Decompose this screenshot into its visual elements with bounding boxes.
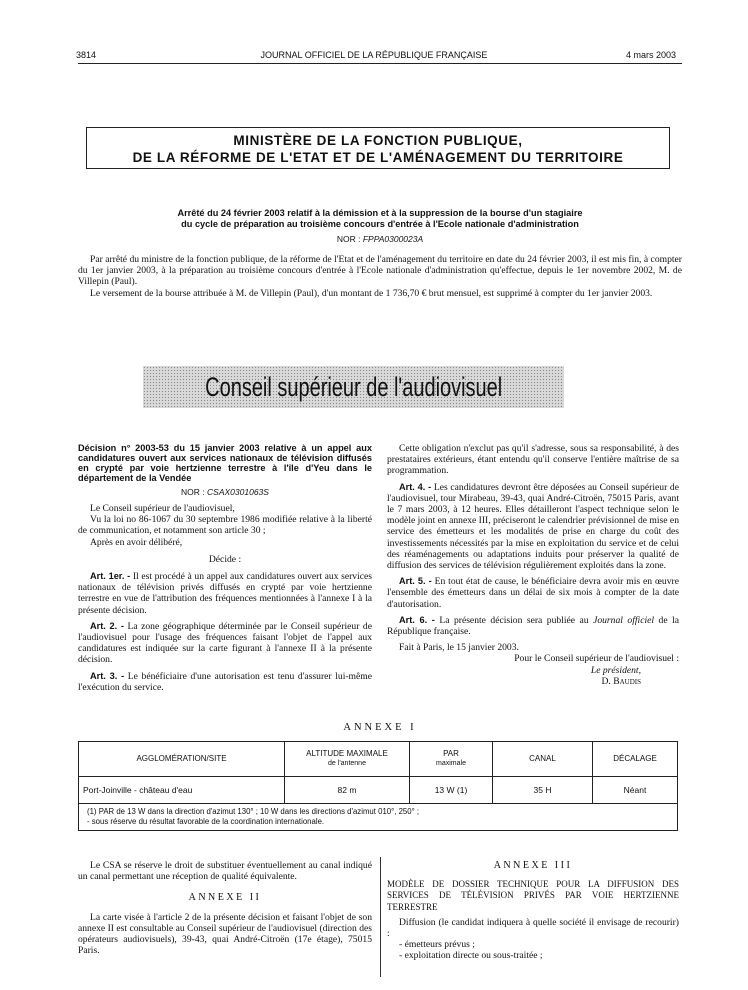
cell-par: 13 W (1) xyxy=(410,777,493,804)
done-at: Fait à Paris, le 15 janvier 2003. xyxy=(399,642,519,654)
annexe-3-title: ANNEXE III xyxy=(493,860,573,871)
cell-canal: 35 H xyxy=(493,777,593,804)
article-6: Art. 6. - La présente décision sera publiée au Journal officiel de la République française. xyxy=(387,614,680,638)
col-decalage: DÉCALAGE xyxy=(593,742,678,777)
arrete-nor: NOR : FPPA0300023A xyxy=(336,234,424,244)
csa-banner xyxy=(143,366,564,408)
col2-para-1: Cette obligation n'exclut pas qu'il s'adresse, sous sa responsabilité, à des prestataires extérieurs, étant entendu qu'il conserve l'entière maîtrise de sa programmation. xyxy=(387,443,679,477)
column-divider xyxy=(380,857,381,977)
decision-right-column xyxy=(387,443,679,687)
article-1: Art. 1er. - Il est procédé à un appel aux candidatures ouvert aux services nationaux de télévision privés diffusés en crypté par voie hertzienne terrestre en vue de l'attribution des fréquences mentionnées à l'annexe I à la présente décision. xyxy=(78,571,372,616)
col-altitude: ALTITUDE MAXIMALE de l'antenne xyxy=(285,742,410,777)
annexe-1-title: ANNEXE I xyxy=(343,722,417,733)
ministry-box xyxy=(86,127,670,169)
col-agglo: AGGLOMÉRATION/SITE xyxy=(79,742,285,777)
csa-banner-text: Conseil supérieur de l'audiovisuel xyxy=(204,371,503,402)
arrete-para-2: Le versement de la bourse attribuée à M. de Villepin (Paul), d'un montant de 1 736,70 € brut mensuel, est supprimé à compter du 1er janvier 2003. xyxy=(90,287,653,299)
cell-agglo: Port-Joinville - château d'eau xyxy=(79,777,285,804)
note-1: (1) PAR de 13 W dans la direction d'azimut 130° ; 10 W dans les directions d'azimut 010°, 250° ; xyxy=(87,807,420,816)
annexe-2-text: La carte visée à l'article 2 de la présente décision et faisant l'objet de son annexe II est consultable au Conseil supérieur de l'audiovisuel (direction des opérateurs audiovisuels), 39-43, quai André-Citroën (17e étage), 75015 Paris. xyxy=(78,911,372,957)
bottom-right-column xyxy=(387,860,679,962)
col-par: PAR maximale xyxy=(410,742,493,777)
bottom-left-column xyxy=(78,860,372,956)
page-number: 3814 xyxy=(76,50,97,60)
journal-title: JOURNAL OFFICIEL DE LA RÉPUBLIQUE FRANÇAISE xyxy=(260,50,488,60)
annexe-1-table xyxy=(78,741,678,831)
signature-title: Le président, xyxy=(590,664,641,676)
decision-nor: NOR : CSAX0301063S xyxy=(181,487,269,497)
article-5: Art. 5. - En tout état de cause, le bénéficiaire devra avoir mis en œuvre l'ensemble des émetteurs dans un délai de six mois à compter de la date d'autorisation. xyxy=(387,576,679,610)
ministry-line-2: DE LA RÉFORME DE L'ETAT ET DE L'AMÉNAGEMENT DU TERRITOIRE xyxy=(132,150,624,165)
arrete-para-1: Par arrêté du ministre de la fonction publique, de la réforme de l'Etat et de l'aménagement du territoire en date du 24 février 2003, il est mis fin, à compter du 1er janvier 2003, à la préparation au troisième concours d'entrée à l'Ecole nationale d'administration qu'effectue, depuis le 1er novembre 2002, M. de Villepin (Paul). xyxy=(78,254,682,288)
annexe-3-item-2: - exploitation directe ou sous-traitée ; xyxy=(399,950,543,962)
intro-1: Le Conseil supérieur de l'audiovisuel, xyxy=(90,503,235,514)
table-notes-row xyxy=(79,804,678,831)
intro-2: Vu la loi no 86-1067 du 30 septembre 1986 modifiée relative à la liberté de communication, et notamment son article 30 ; xyxy=(78,514,372,537)
header-rule xyxy=(78,63,682,64)
signature-name: D. Baudis xyxy=(601,675,641,687)
cell-decalage: Néant xyxy=(593,777,678,804)
table-header-row xyxy=(79,742,678,777)
decide-heading: Décide : xyxy=(208,553,242,565)
note-2: - sous réserve du résultat favorable de la coordination internationale. xyxy=(87,817,325,826)
ministry-line-1: MINISTÈRE DE LA FONCTION PUBLIQUE, xyxy=(233,133,523,148)
csa-reserve-para: Le CSA se réserve le droit de substituer éventuellement au canal indiqué un canal permettant une réception de qualité équivalente. xyxy=(78,860,372,883)
article-3: Art. 3. - Le bénéficiaire d'une autorisation est tenu d'assurer lui-même l'exécution du service. xyxy=(78,670,372,693)
article-2: Art. 2. - La zone géographique déterminée par le Conseil supérieur de l'audiovisuel pour l'usage des fréquences faisant l'objet de l'appel aux candidatures est indiquée sur la carte figurant à l'annexe II à la présente décision. xyxy=(78,620,372,666)
decision-title: Décision n° 2003-53 du 15 janvier 2003 relative à un appel aux candidatures ouvert aux services nationaux de télévision diffusés en crypté par voie hertzienne terrestre à l'île d'Yeu dans le département de la Vendée xyxy=(78,443,372,483)
annexe-3-heading: MODÈLE DE DOSSIER TECHNIQUE POUR LA DIFFUSION DES SERVICES DE TÉLÉVISION PRIVÉS PAR VOIE HERTZIENNE TERRESTRE xyxy=(387,879,679,912)
annexe-3-intro: Diffusion (le candidat indiquera à quelle société il envisage de recourir) : xyxy=(387,916,679,940)
annexe-3-item-1: - émetteurs prévus ; xyxy=(399,939,475,951)
intro-3: Après en avoir délibéré, xyxy=(90,536,183,548)
annexe-2-title: ANNEXE II xyxy=(188,892,262,904)
arrete-title: Arrêté du 24 février 2003 relatif à la démission et à la suppression de la bourse d'un stagiaire du cycle de préparation au troisième concours d'entrée à l'Ecole nationale d'administration xyxy=(177,208,583,229)
decision-left-column xyxy=(78,443,372,693)
table-row xyxy=(79,777,678,804)
arrete-body xyxy=(78,254,682,299)
article-4: Art. 4. - Les candidatures devront être déposées au Conseil supérieur de l'audiovisuel, tour Mirabeau, 39-43, quai André-Citroën, 75015 Paris, avant le 7 mars 2003, à 12 heures. Elles détailleront l'aspect technique selon le modèle joint en annexe III, préciseront le calendrier prévisionnel de mise en service des émetteurs et les modalités de prise en charge du coût des investissements nécessités par la mise en exploitation du service et de celui des réaménagements ou adaptations induits pour préserver la qualité de diffusion des services de télévision régulièrement exploités dans la zone. xyxy=(387,481,679,572)
signature-line-1: Pour le Conseil supérieur de l'audiovisuel : xyxy=(514,653,679,665)
col-canal: CANAL xyxy=(493,742,593,777)
issue-date: 4 mars 2003 xyxy=(625,50,676,60)
cell-altitude: 82 m xyxy=(285,777,410,804)
